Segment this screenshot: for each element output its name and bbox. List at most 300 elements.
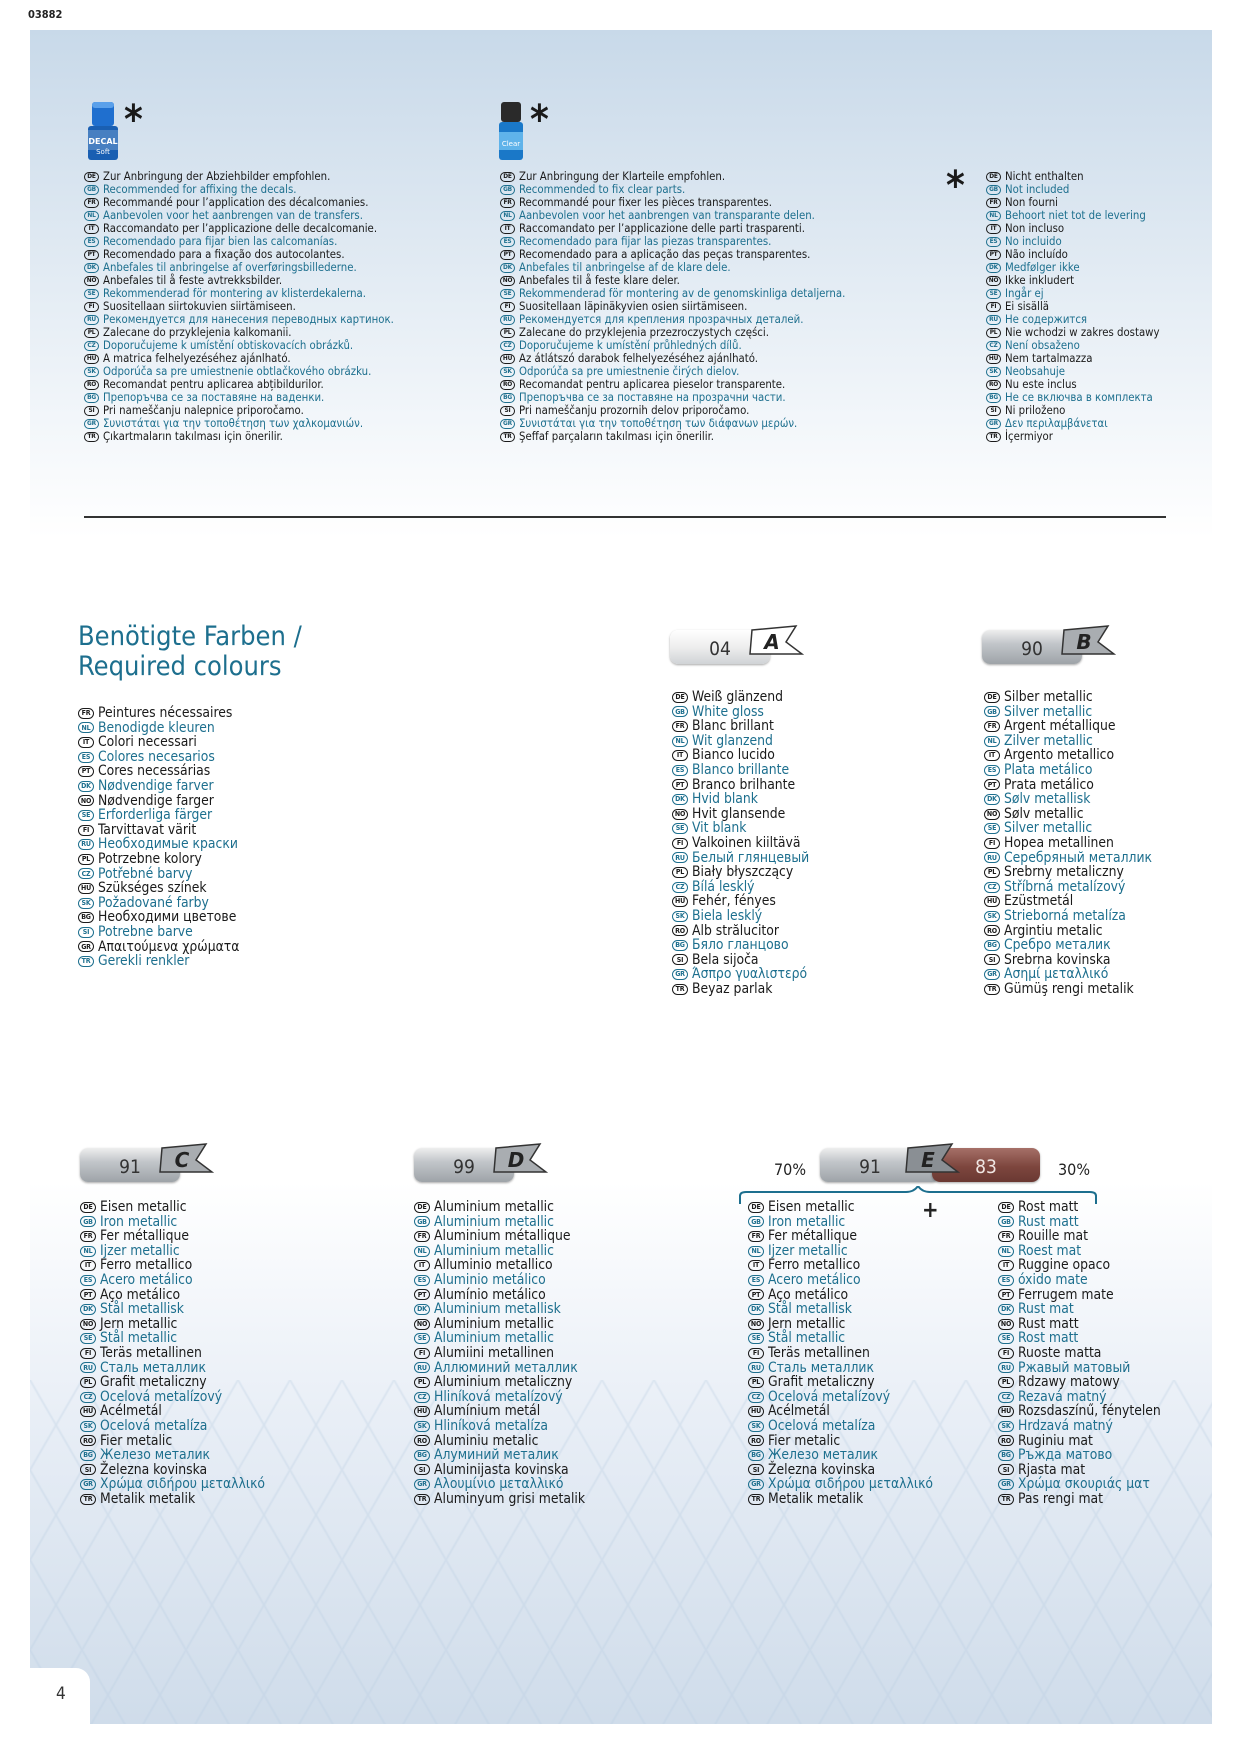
language-text: Αλουμίνιο μεταλλικό — [434, 1476, 564, 1493]
colour-d-number: 99 — [453, 1156, 475, 1178]
language-line — [80, 1361, 265, 1376]
language-text: Fier metalic — [768, 1432, 841, 1449]
language-text: Teräs metallinen — [768, 1344, 870, 1361]
language-line — [748, 1390, 933, 1405]
language-line — [84, 196, 394, 209]
language-code-badge: NO — [414, 1319, 430, 1330]
language-code-badge: SE — [500, 289, 515, 299]
language-line — [78, 779, 239, 794]
language-text: Doporučujeme k umístění průhledných dílů. — [519, 339, 742, 352]
language-code-badge: ES — [998, 1275, 1014, 1286]
language-text: Recommended for affixing the decals. — [103, 183, 297, 196]
language-line — [84, 274, 394, 287]
language-line — [414, 1273, 585, 1288]
language-text: Χρώμα σιδήρου μεταλλικό — [768, 1476, 933, 1493]
language-code-badge: NO — [80, 1319, 96, 1330]
language-text: Benodigde kleuren — [98, 719, 215, 736]
title-line-2: Required colours — [78, 651, 282, 682]
language-text: Συνιστάται για την τοποθέτηση των χαλκομανιών. — [103, 417, 364, 430]
language-line — [984, 865, 1152, 880]
language-line — [984, 690, 1152, 705]
language-text: Rust mat — [1018, 1301, 1074, 1318]
language-text: Ni priloženo — [1005, 404, 1066, 417]
language-text: Nødvendige farger — [98, 792, 214, 809]
language-text: Nie wchodzi w zakres dostawy — [1005, 326, 1160, 339]
language-text: Hrdzavá matný — [1018, 1417, 1113, 1434]
language-text: Aanbevolen voor het aanbrengen van transparante delen. — [519, 209, 815, 222]
language-line — [748, 1463, 933, 1478]
language-line — [500, 222, 845, 235]
language-text: Argintiu metalic — [1004, 922, 1103, 939]
language-line — [500, 352, 845, 365]
language-line — [984, 924, 1152, 939]
language-code-badge: CZ — [84, 341, 99, 351]
language-code-badge: ES — [80, 1275, 96, 1286]
language-code-badge: PL — [500, 328, 515, 338]
language-code-badge: HU — [80, 1406, 96, 1417]
page-number: 4 — [56, 1684, 66, 1704]
language-line — [84, 261, 394, 274]
language-line — [414, 1448, 585, 1463]
language-code-badge: FI — [80, 1348, 96, 1359]
colour-d-letter: D — [507, 1148, 525, 1172]
language-code-badge: PL — [672, 867, 688, 878]
language-text: Roest mat — [1018, 1242, 1082, 1259]
language-text: No incluido — [1005, 235, 1062, 248]
language-code-badge: RU — [986, 315, 1001, 325]
language-text: Ржавый матовый — [1018, 1359, 1131, 1376]
language-code-badge: PT — [986, 250, 1001, 260]
clear-bottle-icon — [496, 100, 526, 162]
language-text: Recomendado para fijar bien las calcomanías. — [103, 235, 338, 248]
decal-recommendation-list — [84, 170, 394, 443]
language-text: Şeffaf parçaların takılması için önerilir. — [519, 430, 714, 443]
language-code-badge: NL — [84, 211, 99, 221]
language-line — [984, 734, 1152, 749]
language-text: Anbefales til å feste klare deler. — [519, 274, 680, 287]
language-code-badge: NO — [748, 1319, 764, 1330]
language-text: Ασημί μεταλλικό — [1004, 966, 1109, 983]
language-line — [998, 1288, 1161, 1303]
language-text: Strieborná metalíza — [1004, 907, 1126, 924]
language-text: Stål metallisk — [768, 1301, 852, 1318]
language-text: óxido mate — [1018, 1271, 1088, 1288]
language-line — [414, 1288, 585, 1303]
language-line — [84, 248, 394, 261]
language-text: Бяло гланцово — [692, 937, 789, 954]
star-symbol-3: * — [946, 163, 965, 209]
language-line — [500, 365, 845, 378]
language-code-badge: FR — [414, 1231, 430, 1242]
language-line — [500, 339, 845, 352]
language-text: Potřebné barvy — [98, 865, 193, 882]
language-text: Aluminyum grisi metalik — [434, 1490, 586, 1507]
language-code-badge: CZ — [672, 882, 688, 893]
colour-e-percent-1: 70% — [774, 1160, 806, 1179]
language-code-badge: GB — [500, 185, 515, 195]
colour-e-letter: E — [921, 1148, 935, 1172]
language-text: Fier metalic — [100, 1432, 173, 1449]
language-text: Ezüstmetál — [1004, 893, 1074, 910]
language-code-badge: BG — [414, 1450, 430, 1461]
language-text: Рекомендуется для нанесения переводных картинок. — [103, 313, 394, 326]
language-code-badge: IT — [78, 737, 94, 748]
language-code-badge: SE — [414, 1333, 430, 1344]
language-code-badge: RU — [998, 1362, 1014, 1373]
language-line — [986, 417, 1160, 430]
language-text: Hliníková metalízový — [434, 1388, 563, 1405]
language-code-badge: FR — [984, 721, 1000, 732]
language-code-badge: FI — [500, 302, 515, 312]
language-code-badge: RO — [984, 925, 1000, 936]
language-line — [748, 1346, 933, 1361]
language-line — [84, 183, 394, 196]
language-code-badge: RO — [986, 380, 1001, 390]
language-text: Συνιστάται για την τοποθέτηση των διάφανων μερών. — [519, 417, 798, 430]
language-text: Anbefales til anbringelse af overføringsbillederne. — [103, 261, 357, 274]
language-code-badge: DE — [80, 1202, 96, 1213]
colour-b-flag-icon — [1060, 624, 1116, 658]
language-code-badge: NO — [984, 809, 1000, 820]
language-text: Valkoinen kiiltävä — [692, 834, 801, 851]
language-text: Необходими цветове — [98, 909, 237, 926]
language-code-badge: DE — [998, 1202, 1014, 1213]
language-text: Необходимые краски — [98, 836, 238, 853]
language-line — [414, 1215, 585, 1230]
language-line — [500, 378, 845, 391]
language-code-badge: SK — [84, 367, 99, 377]
language-line — [414, 1477, 585, 1492]
language-code-badge: SK — [748, 1421, 764, 1432]
language-line — [672, 938, 809, 953]
language-line — [78, 764, 239, 779]
language-text: Fer métallique — [100, 1228, 190, 1245]
language-line — [748, 1229, 933, 1244]
section-divider — [84, 516, 1166, 518]
language-text: Fer métallique — [768, 1228, 858, 1245]
language-line — [78, 735, 239, 750]
language-line — [78, 837, 239, 852]
language-text: Argent métallique — [1004, 718, 1116, 735]
language-text: Χρώμα σκουριάς ματ — [1018, 1476, 1150, 1493]
language-text: Ocelová metalízový — [100, 1388, 223, 1405]
language-code-badge: FI — [78, 825, 94, 836]
language-text: Ruoste matta — [1018, 1344, 1102, 1361]
language-text: Biela lesklý — [692, 907, 763, 924]
language-code-badge: GR — [414, 1479, 430, 1490]
language-text: Rust matt — [1018, 1213, 1079, 1230]
language-text: Rost matt — [1018, 1199, 1079, 1215]
language-line — [80, 1273, 265, 1288]
language-text: Препоръчва се за поставяне на ваденки. — [103, 391, 325, 404]
language-code-badge: GB — [984, 706, 1000, 717]
language-text: Grafit metaliczny — [768, 1374, 875, 1391]
language-code-badge: PT — [500, 250, 515, 260]
language-line — [984, 851, 1152, 866]
language-line — [984, 909, 1152, 924]
language-line — [984, 792, 1152, 807]
language-text: Colori necessari — [98, 734, 197, 751]
language-code-badge: BG — [672, 940, 688, 951]
language-line — [672, 719, 809, 734]
language-code-badge: NO — [84, 276, 99, 286]
language-text: Gümüş rengi metalik — [1004, 980, 1134, 997]
language-text: Alumiini metallinen — [434, 1344, 554, 1361]
language-code-badge: ES — [672, 765, 688, 776]
language-line — [998, 1361, 1161, 1376]
language-code-badge: DK — [80, 1304, 96, 1315]
language-line — [986, 170, 1160, 183]
language-code-badge: SE — [998, 1333, 1014, 1344]
language-text: Cores necessárias — [98, 763, 211, 780]
language-code-badge: BG — [986, 393, 1001, 403]
document-number: 03882 — [28, 8, 63, 21]
language-code-badge: RO — [414, 1435, 430, 1446]
language-line — [672, 865, 809, 880]
language-code-badge: HU — [986, 354, 1001, 364]
language-line — [748, 1419, 933, 1434]
language-text: White gloss — [692, 703, 764, 720]
language-line — [998, 1273, 1161, 1288]
language-code-badge: PT — [748, 1289, 764, 1300]
language-line — [672, 807, 809, 822]
language-line — [748, 1215, 933, 1230]
language-text: Zilver metallic — [1004, 732, 1093, 749]
language-text: Szükséges színek — [98, 880, 207, 897]
language-text: Stål metallic — [100, 1330, 178, 1347]
language-line — [986, 222, 1160, 235]
language-text: Препоръчва се за поставяне на прозрачни части. — [519, 391, 786, 404]
language-code-badge: HU — [998, 1406, 1014, 1417]
language-line — [500, 313, 845, 326]
language-code-badge: IT — [748, 1260, 764, 1271]
language-text: Hvid blank — [692, 791, 758, 808]
language-line — [748, 1244, 933, 1259]
language-line — [672, 880, 809, 895]
colour-a-names-list — [672, 690, 809, 996]
language-text: Medfølger ikke — [1005, 261, 1080, 274]
language-code-badge: FI — [414, 1348, 430, 1359]
language-code-badge: BG — [84, 393, 99, 403]
language-line — [80, 1419, 265, 1434]
language-line — [748, 1434, 933, 1449]
language-text: Srebrna kovinska — [1004, 951, 1111, 968]
language-code-badge: DK — [998, 1304, 1014, 1315]
language-code-badge: SI — [672, 954, 688, 965]
language-line — [748, 1404, 933, 1419]
colour-a-flag-icon — [748, 624, 804, 658]
language-text: Potrzebne kolory — [98, 850, 202, 867]
language-text: Jern metallic — [100, 1315, 178, 1332]
language-line — [78, 794, 239, 809]
language-line — [78, 896, 239, 911]
language-line — [80, 1390, 265, 1405]
language-text: Recomendado para a fixação dos autocolantes. — [103, 248, 345, 261]
language-text: Doporučujeme k umístění obtiskovacích obrázků. — [103, 339, 354, 352]
language-code-badge: BG — [748, 1450, 764, 1461]
language-text: Bílá lesklý — [692, 878, 755, 895]
language-line — [84, 391, 394, 404]
language-code-badge: FR — [748, 1231, 764, 1242]
language-text: Ferro metallico — [100, 1257, 193, 1274]
language-text: Aluminium metaliczny — [434, 1374, 573, 1391]
language-code-badge: DK — [672, 794, 688, 805]
language-line — [78, 852, 239, 867]
language-code-badge: SI — [84, 406, 99, 416]
language-line — [986, 196, 1160, 209]
language-line — [986, 313, 1160, 326]
language-line — [500, 209, 845, 222]
colour-c-names-list — [80, 1200, 265, 1506]
language-code-badge: SE — [986, 289, 1001, 299]
language-line — [986, 391, 1160, 404]
language-line — [84, 404, 394, 417]
language-line — [80, 1346, 265, 1361]
language-line — [672, 778, 809, 793]
language-line — [414, 1229, 585, 1244]
language-text: Не содержится — [1005, 313, 1088, 326]
language-text: Sølv metallisk — [1004, 791, 1091, 808]
language-code-badge: DE — [84, 172, 99, 182]
language-line — [414, 1463, 585, 1478]
language-line — [998, 1463, 1161, 1478]
language-code-badge: IT — [986, 224, 1001, 234]
language-text: Suositellaan läpinäkyvien osien siirtämiseen. — [519, 300, 748, 313]
language-line — [672, 909, 809, 924]
language-text: Ocelová metalíza — [768, 1417, 876, 1434]
language-line — [984, 807, 1152, 822]
language-code-badge: GR — [984, 969, 1000, 980]
language-line — [998, 1375, 1161, 1390]
language-code-badge: RO — [80, 1435, 96, 1446]
language-code-badge: RU — [414, 1362, 430, 1373]
language-text: Bianco lucido — [692, 747, 775, 764]
language-code-badge: PT — [78, 766, 94, 777]
language-code-badge: NL — [672, 736, 688, 747]
language-text: Fehér, fényes — [692, 893, 776, 910]
language-code-badge: BG — [78, 912, 94, 923]
language-text: Ocelová metalíza — [100, 1417, 208, 1434]
language-text: Zur Anbringung der Klarteile empfohlen. — [519, 170, 726, 183]
language-code-badge: FI — [984, 838, 1000, 849]
language-line — [998, 1448, 1161, 1463]
language-code-badge: SE — [80, 1333, 96, 1344]
language-text: Hvit glansende — [692, 805, 786, 822]
language-line — [414, 1404, 585, 1419]
language-text: A matrica felhelyezéséhez ajánlható. — [103, 352, 291, 365]
language-text: Aanbevolen voor het aanbrengen van de transfers. — [103, 209, 363, 222]
language-code-badge: TR — [84, 432, 99, 442]
language-text: Aluminium metallic — [434, 1315, 554, 1332]
language-code-badge: HU — [84, 354, 99, 364]
language-line — [84, 378, 394, 391]
language-text: Beyaz parlak — [692, 980, 773, 997]
language-line — [414, 1375, 585, 1390]
language-text: Nicht enthalten — [1005, 170, 1084, 183]
language-code-badge: SI — [998, 1464, 1014, 1475]
language-text: Az átlátszó darabok felhelyezéséhez ajánlható. — [519, 352, 758, 365]
language-code-badge: FR — [78, 708, 94, 719]
language-text: Ferrugem mate — [1018, 1286, 1114, 1303]
language-code-badge: RO — [84, 380, 99, 390]
language-code-badge: SK — [414, 1421, 430, 1432]
language-text: Eisen metallic — [100, 1199, 187, 1215]
language-code-badge: CZ — [414, 1392, 430, 1403]
language-line — [672, 763, 809, 778]
language-code-badge: PL — [986, 328, 1001, 338]
language-line — [748, 1361, 933, 1376]
svg-text:DECAL: DECAL — [88, 137, 118, 146]
language-code-badge: SI — [984, 954, 1000, 965]
language-text: Peintures nécessaires — [98, 705, 233, 721]
language-code-badge: SK — [672, 911, 688, 922]
language-code-badge: NO — [500, 276, 515, 286]
language-line — [84, 313, 394, 326]
language-text: Aluminiu metalic — [434, 1432, 539, 1449]
language-code-badge: SK — [500, 367, 515, 377]
language-line — [78, 823, 239, 838]
language-text: Pri nameščanju prozornih delov priporočamo. — [519, 404, 750, 417]
language-line — [986, 261, 1160, 274]
language-code-badge: SE — [78, 810, 94, 821]
language-line — [998, 1200, 1161, 1215]
language-code-badge: FI — [986, 302, 1001, 312]
language-code-badge: NO — [78, 795, 94, 806]
language-line — [80, 1463, 265, 1478]
language-line — [78, 750, 239, 765]
language-line — [998, 1244, 1161, 1259]
language-line — [78, 881, 239, 896]
language-code-badge: IT — [998, 1260, 1014, 1271]
language-code-badge: CZ — [78, 868, 94, 879]
language-text: Odporúča sa pre umiestnenie obtlačkového obrázku. — [103, 365, 372, 378]
language-code-badge: FR — [998, 1231, 1014, 1242]
language-code-badge: TR — [984, 984, 1000, 995]
language-line — [998, 1215, 1161, 1230]
language-code-badge: NL — [998, 1246, 1014, 1257]
language-line — [500, 248, 845, 261]
language-text: Aço metálico — [768, 1286, 849, 1303]
language-code-badge: TR — [672, 984, 688, 995]
language-line — [672, 821, 809, 836]
language-text: Silver metallic — [1004, 703, 1093, 720]
not-included-list — [986, 170, 1160, 443]
language-code-badge: RU — [672, 852, 688, 863]
language-line — [500, 183, 845, 196]
language-code-badge: SI — [414, 1464, 430, 1475]
language-line — [80, 1215, 265, 1230]
language-code-badge: RO — [998, 1435, 1014, 1446]
language-code-badge: GR — [500, 419, 515, 429]
language-text: Ei sisällä — [1005, 300, 1049, 313]
language-text: Hopea metallinen — [1004, 834, 1114, 851]
colour-e-number-1: 91 — [859, 1156, 881, 1178]
language-line — [84, 170, 394, 183]
language-code-badge: RU — [78, 839, 94, 850]
language-line — [500, 391, 845, 404]
language-line — [500, 430, 845, 443]
language-text: Белый глянцевый — [692, 849, 810, 866]
language-code-badge: HU — [984, 896, 1000, 907]
language-line — [672, 924, 809, 939]
language-line — [78, 910, 239, 925]
language-text: Požadované farby — [98, 894, 209, 911]
language-text: Recommandé pour l’application des décalcomanies. — [103, 196, 369, 209]
colour-b-names-list — [984, 690, 1152, 996]
language-code-badge: TR — [986, 432, 1001, 442]
language-code-badge: PT — [984, 779, 1000, 790]
language-line — [78, 721, 239, 736]
